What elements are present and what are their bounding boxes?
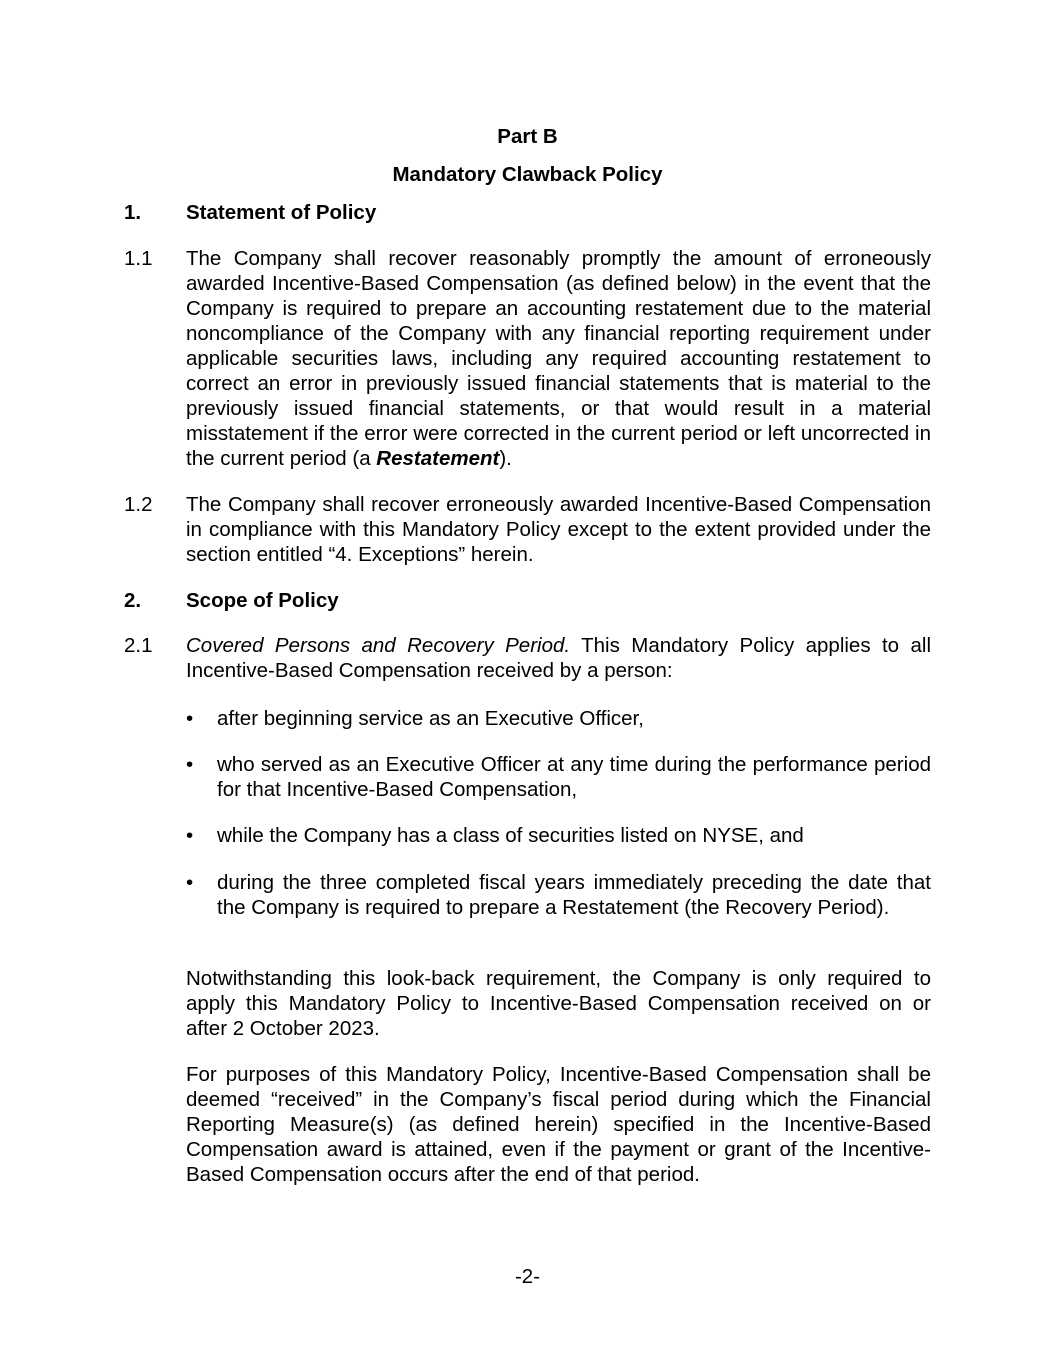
list-item bbox=[186, 706, 931, 731]
part-label: Part B bbox=[497, 125, 558, 148]
section-2-heading bbox=[124, 588, 944, 613]
section-2-title: Scope of Policy bbox=[186, 589, 339, 612]
list-item bbox=[186, 870, 931, 920]
list-item-text: who served as an Executive Officer at any time during the performance period for that Incentive-Based Compensation, bbox=[217, 753, 931, 801]
section-1-title: Statement of Policy bbox=[186, 201, 377, 224]
restatement-term: Restatement bbox=[376, 447, 500, 470]
section-1-number: 1. bbox=[124, 201, 142, 224]
bullet-icon: • bbox=[186, 871, 194, 894]
list-item bbox=[186, 823, 931, 848]
policy-title: Mandatory Clawback Policy bbox=[392, 163, 663, 186]
paragraph-2-1-number: 2.1 bbox=[124, 634, 153, 657]
paragraph-1-1-end: ). bbox=[499, 447, 512, 470]
paragraph-2-1 bbox=[124, 633, 931, 683]
paragraph-1-2-text: The Company shall recover erroneously awarded Incentive-Based Compensation in compliance with this Mandatory Policy except to the extent provided under the section entitled “4. Exceptions” herein. bbox=[186, 493, 931, 566]
paragraph-purposes: For purposes of this Mandatory Policy, Incentive-Based Compensation shall be deemed “received” in the Company’s fiscal period during which the Financial Reporting Measure(s) (as defined herein) specified in the Incentive-Based Compensation award is attained, even if the payment or grant of the Incentive-Based Compensation occurs after the end of that period. bbox=[186, 1063, 931, 1186]
bullet-icon: • bbox=[186, 824, 194, 847]
page-number: -2- bbox=[514, 1265, 541, 1288]
bullet-icon: • bbox=[186, 753, 194, 776]
covered-persons-lead: Covered Persons and Recovery Period. bbox=[186, 634, 571, 657]
list-item bbox=[186, 752, 931, 802]
paragraph-1-2-number: 1.2 bbox=[124, 493, 153, 516]
list-item-text: during the three completed fiscal years immediately preceding the date that the Company is required to prepare a Restatement (the Recovery Period). bbox=[217, 871, 931, 919]
bullet-icon: • bbox=[186, 707, 194, 730]
section-2-number: 2. bbox=[124, 589, 142, 612]
paragraph-1-1 bbox=[124, 246, 931, 471]
paragraph-1-1-body bbox=[186, 246, 931, 471]
paragraph-1-2 bbox=[124, 492, 931, 567]
section-1-heading bbox=[124, 200, 944, 225]
list-item-text: while the Company has a class of securities listed on NYSE, and bbox=[217, 824, 804, 847]
paragraph-1-1-text: The Company shall recover reasonably promptly the amount of erroneously awarded Incentive-Based Compensation (as defined below) in the event that the Company is required to prepare an accounting restatement due to the material noncompliance of the Company with any financial reporting requirement under applicable securities laws, including any required accounting restatement to correct an error in previously issued financial statements that is material to the previously issued financial statements, or that would result in a material misstatement if the error were corrected in the current period or left uncorrected in the current period (a bbox=[186, 247, 931, 470]
paragraph-1-1-number: 1.1 bbox=[124, 247, 153, 270]
paragraph-2-1-body bbox=[186, 633, 931, 683]
paragraph-2-1-text: This Mandatory Policy applies to all Incentive-Based Compensation received by a person: bbox=[186, 634, 932, 682]
list-item-text: after beginning service as an Executive Officer, bbox=[217, 707, 644, 730]
paragraph-notwithstanding: Notwithstanding this look-back requirement, the Company is only required to apply this Mandatory Policy to Incentive-Based Compensation received on or after 2 October 2023. bbox=[186, 967, 931, 1040]
